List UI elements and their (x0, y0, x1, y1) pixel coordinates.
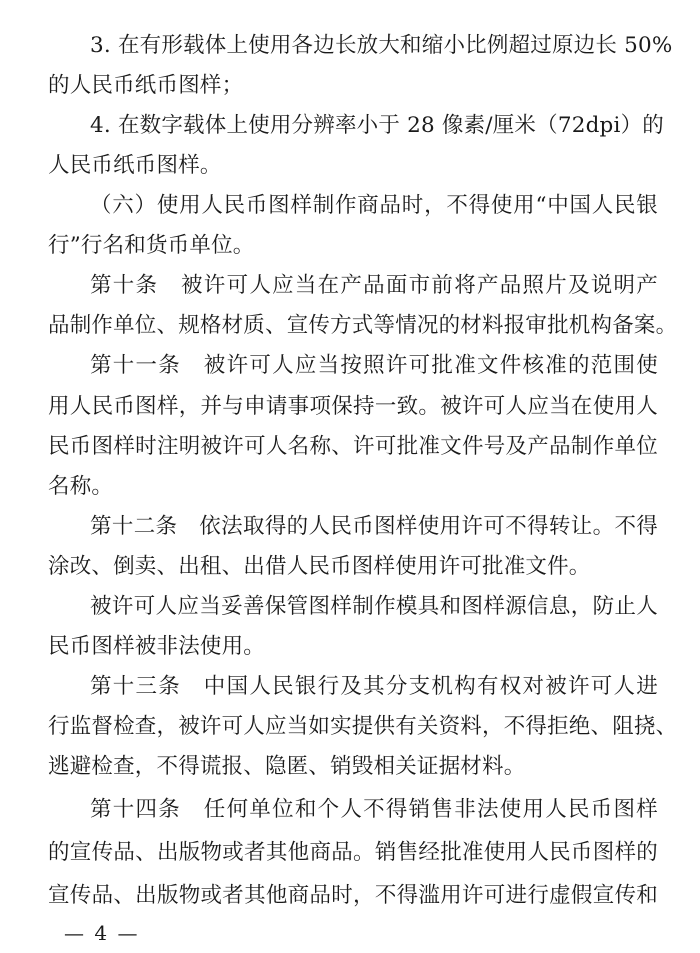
page-number: — 4 — (64, 921, 140, 945)
article-12-line: 第十二条 依法取得的人民币图样使用许可不得转让。不得 (90, 514, 658, 539)
text-line: （六）使用人民币图样制作商品时，不得使用“中国人民银 (90, 193, 658, 218)
text-line: 行”行名和货币单位。 (48, 233, 255, 258)
article-14-line: 第十四条 任何单位和个人不得销售非法使用人民币图样 (90, 797, 658, 822)
text-line: 行监督检查，被许可人应当如实提供有关资料，不得拒绝、阻挠、 (48, 714, 678, 739)
text-line: 品制作单位、规格材质、宣传方式等情况的材料报审批机构备案。 (48, 313, 678, 338)
text-line: 名称。 (48, 474, 114, 499)
text-line: 4. 在数字载体上使用分辨率小于 28 像素/厘米（72dpi）的 (90, 113, 664, 138)
text-line: 民币图样时注明被许可人名称、许可批准文件号及产品制作单位 (48, 434, 658, 459)
text-line: 宣传品、出版物或者其他商品时，不得滥用许可进行虚假宣传和 (48, 883, 658, 908)
text-line: 被许可人应当妥善保管图样制作模具和图样源信息，防止人 (90, 594, 658, 619)
article-11-line: 第十一条 被许可人应当按照许可批准文件核准的范围使 (90, 353, 658, 378)
text-line: 涂改、倒卖、出租、出借人民币图样使用许可批准文件。 (48, 554, 591, 579)
article-13-line: 第十三条 中国人民银行及其分支机构有权对被许可人进 (90, 674, 658, 699)
article-10-line: 第十条 被许可人应当在产品面市前将产品照片及说明产 (90, 273, 658, 298)
text-line: 用人民币图样，并与申请事项保持一致。被许可人应当在使用人 (48, 394, 658, 419)
text-line: 的人民币纸币图样； (48, 73, 244, 98)
text-line: 民币图样被非法使用。 (48, 634, 266, 659)
text-line: 的宣传品、出版物或者其他商品。销售经批准使用人民币图样的 (48, 840, 658, 865)
text-line: 逃避检查，不得谎报、隐匿、销毁相关证据材料。 (48, 754, 526, 779)
text-line: 3. 在有形载体上使用各边长放大和缩小比例超过原边长 50% (90, 33, 673, 58)
text-line: 人民币纸币图样。 (48, 153, 222, 178)
